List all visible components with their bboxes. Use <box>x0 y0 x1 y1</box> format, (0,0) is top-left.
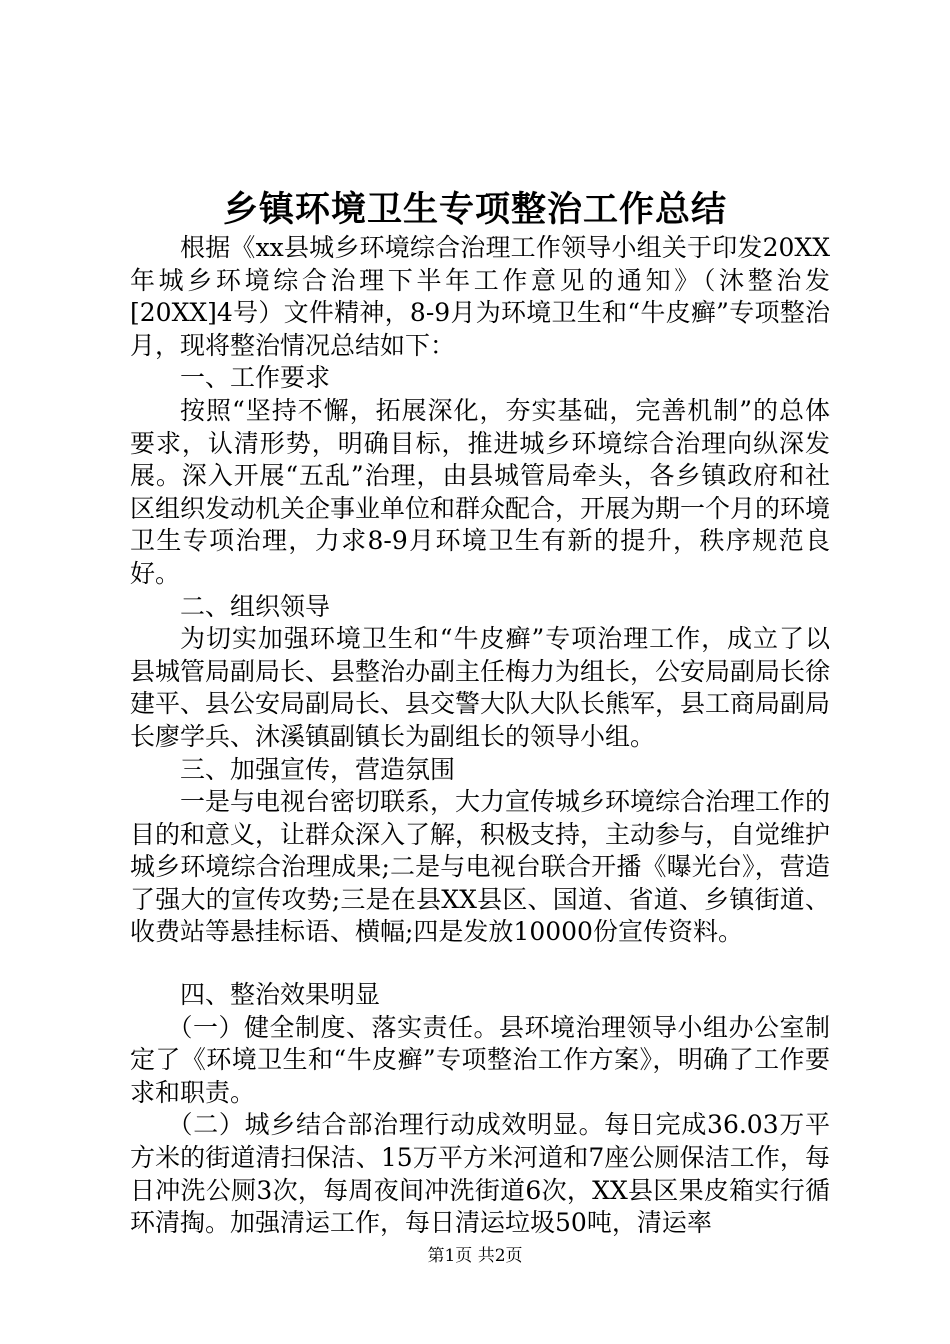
section-heading-leadership: 二、组织领导 <box>180 591 331 621</box>
document-body <box>130 232 830 1240</box>
section-heading-results: 四、整治效果明显 <box>180 980 381 1010</box>
section-paragraph-requirements: 按照“坚持不懈，拓展深化，夯实基础，完善机制”的总体要求，认清形势，明确目标，推进城乡环境综合治理向纵深发展。深入开展“五乱”治理，由县城管局牵头，各乡镇政府和社区组织发动机关企事业单位和群众配合，开展为期一个月的环境卫生专项治理，力求8-9月环境卫生有新的提升，秩序规范良好。 <box>130 395 831 588</box>
section-paragraph-results-2: （二）城乡结合部治理行动成效明显。每日完成36.03万平方米的街道清扫保洁、15万平方米河道和7座公厕保洁工作，每日冲洗公厕3次，每周夜间冲洗街道6次，XX县区果皮箱实行循环清掏。加强清运工作，每日清运垃圾50吨，清运率 <box>130 1110 830 1238</box>
section-paragraph-publicity: 一是与电视台密切联系，大力宣传城乡环境综合治理工作的目的和意义，让群众深入了解，积极支持，主动参与，自觉维护城乡环境综合治理成果;二是与电视台联合开播《曝光台》，营造了强大的宣传攻势;三是在县XX县区、国道、省道、乡镇街道、收费站等悬挂标语、横幅;四是发放10000份宣传资料。 <box>130 787 831 947</box>
intro-paragraph: 根据《xx县城乡环境综合治理工作领导小组关于印发20XX年城乡环境综合治理下半年工作意见的通知》（沐整治发[20XX]4号）文件精神，8-9月为环境卫生和“牛皮癣”专项整治月，现将整治情况总结如下： <box>130 233 830 360</box>
document-title: 乡镇环境卫生专项整治工作总结 <box>222 189 727 230</box>
section-heading-publicity: 三、加强宣传，营造氛围 <box>180 754 456 784</box>
section-paragraph-leadership: 为切实加强环境卫生和“牛皮癣”专项治理工作，成立了以县城管局副局长、县整治办副主任梅力为组长，公安局副局长徐建平、县公安局副局长、县交警大队大队长熊军，县工商局副局长廖学兵、沐溪镇副镇长为副组长的领导小组。 <box>130 624 831 751</box>
page-footer: 第1页 共2页 <box>427 1246 523 1266</box>
section-heading-requirements: 一、工作要求 <box>180 363 331 393</box>
section-paragraph-results-1: （一）健全制度、落实责任。县环境治理领导小组办公室制定了《环境卫生和“牛皮癣”专项整治工作方案》，明确了工作要求和职责。 <box>130 1012 830 1107</box>
